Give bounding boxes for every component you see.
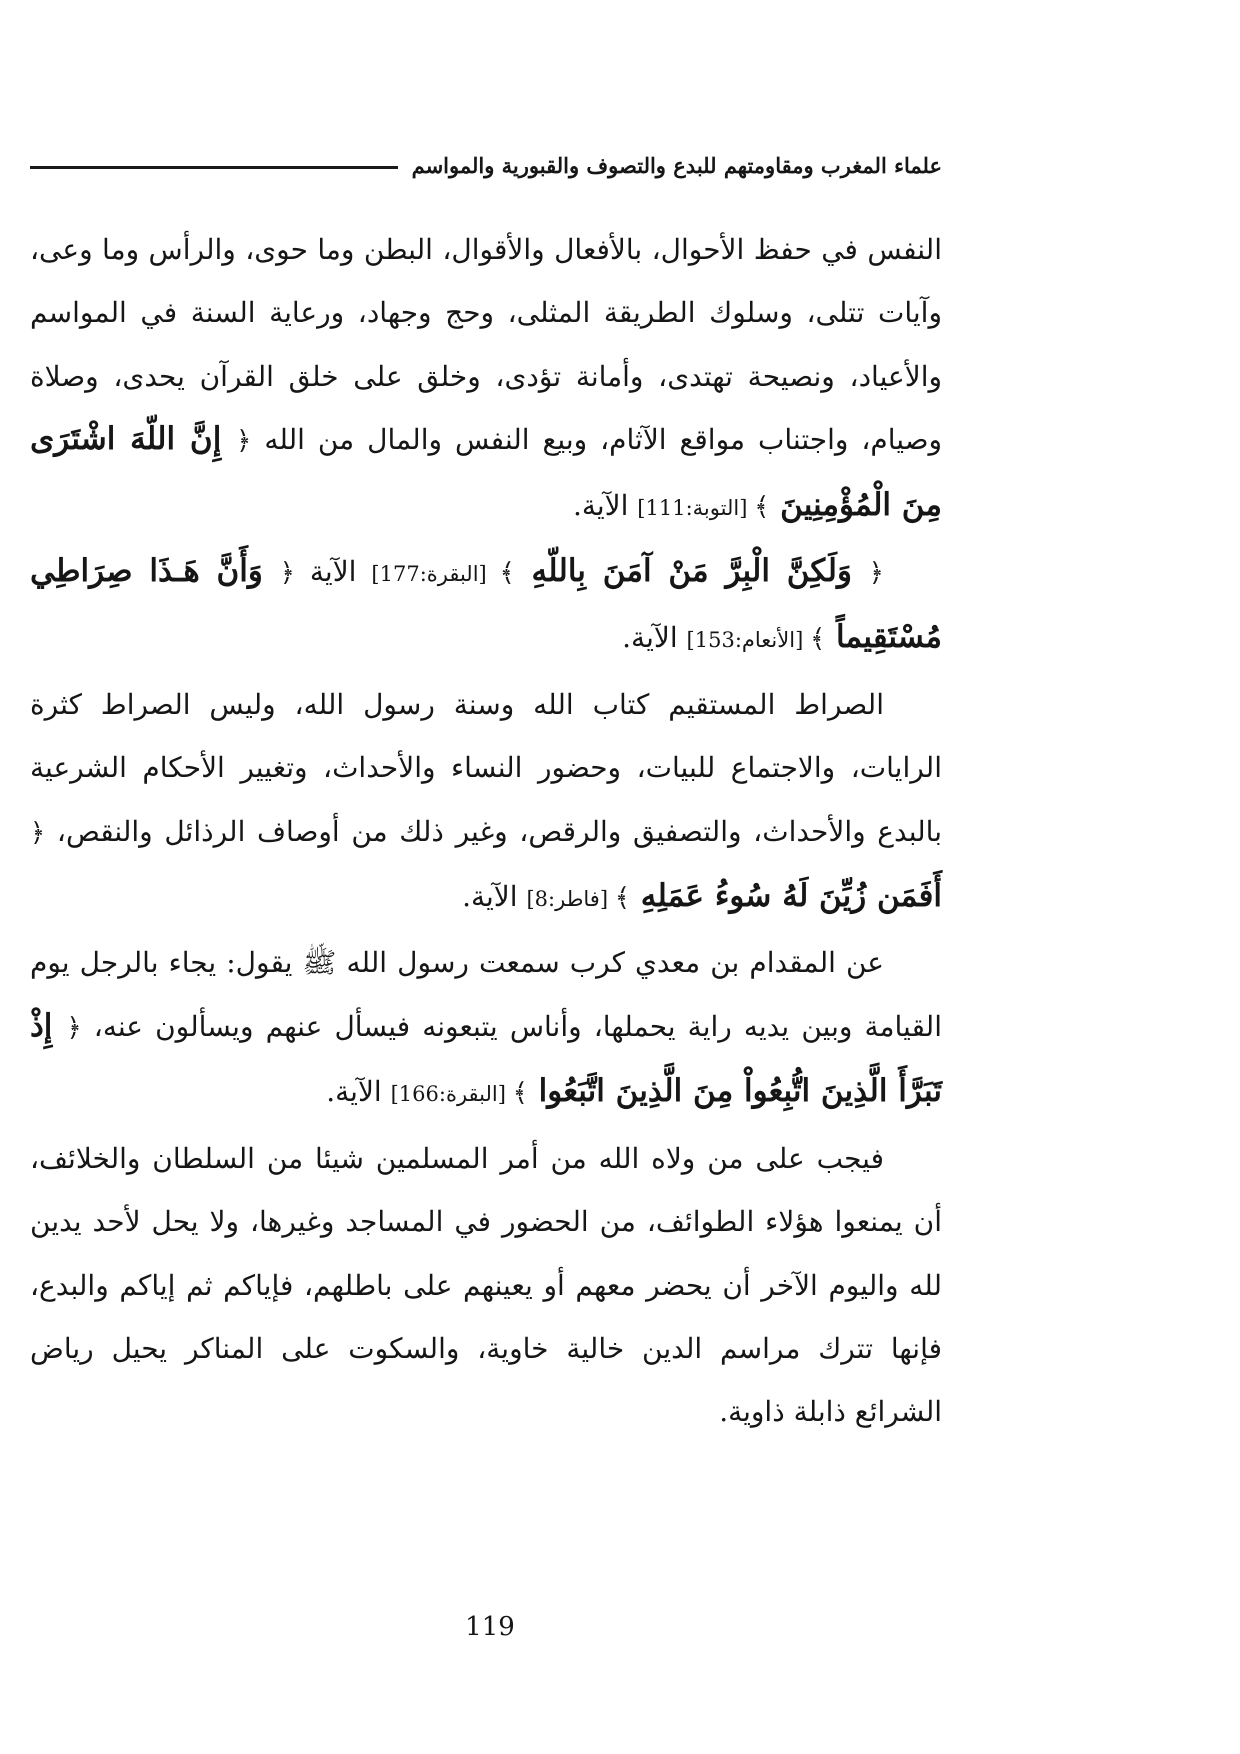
paragraph-1 bbox=[30, 218, 942, 540]
paragraph-2 bbox=[30, 540, 942, 673]
quran-open-bracket: ﴿ bbox=[30, 817, 46, 848]
quran-close-bracket: ﴾ bbox=[512, 1078, 528, 1109]
quran-quote-4: أَفَمَن زُيِّنَ لَهُ سُوءُ عَمَلِهِ bbox=[629, 878, 942, 915]
quran-open-bracket: ﴿ bbox=[279, 558, 295, 589]
paragraph-4 bbox=[30, 931, 942, 1126]
quran-close-bracket: ﴾ bbox=[754, 491, 770, 522]
quran-close-bracket: ﴾ bbox=[614, 883, 630, 914]
header-rule bbox=[30, 166, 398, 169]
header-title: علماء المغرب ومقاومتهم للبدع والتصوف والقبورية والمواسم bbox=[411, 152, 942, 178]
quran-close-bracket: ﴾ bbox=[499, 558, 515, 589]
paragraph-3-text: الصراط المستقيم كتاب الله وسنة رسول الله، وليس الصراط كثرة الرايات، والاجتماع للبيات، وحضور النساء والأحداث، وتغيير الأحكام الشرعية بالبدع والأحداث، والتصفيق والرقص، وغير ذلك من أوصاف الرذائل والنقص، bbox=[30, 687, 942, 848]
paragraph-5-text: فيجب على من ولاه الله من أمر المسلمين شيئا من السلطان والخلائف، أن يمنعوا هؤلاء الطوائف، من الحضور في المساجد وغيرها، ولا يحل لأحد يدين لله واليوم الآخر أن يحضر معهم أو يعينهم على باطلهم، فإياكم ثم إياكم والبدع، فإنها تترك مراسم الدين خالية خاوية، والسكوت على المناكر يحيل رياض الشرائع ذابلة ذاوية. bbox=[30, 1141, 943, 1429]
quran-close-bracket: ﴾ bbox=[809, 624, 826, 655]
quran-quote-5: إِذْ تَبَرَّأَ الَّذِينَ اتُّبِعُواْ مِنَ الَّذِينَ اتَّبَعُوا bbox=[30, 1007, 942, 1110]
paragraph-2-mid: الآية bbox=[294, 555, 372, 589]
quran-open-bracket: ﴿ bbox=[66, 1012, 82, 1043]
paragraph-3-tail: الآية. bbox=[462, 880, 527, 914]
verse-reference-1: [التوبة:111] bbox=[637, 495, 755, 520]
page-number: 119 bbox=[465, 1612, 515, 1642]
quran-open-bracket: ﴿ bbox=[868, 558, 885, 589]
quran-quote-2: وَلَكِنَّ الْبِرَّ مَنْ آمَنَ بِاللّهِ bbox=[514, 553, 869, 590]
paragraph-1-tail: الآية. bbox=[572, 488, 638, 522]
paragraph-1-text: النفس في حفظ الأحوال، بالأفعال والأقوال، البطن وما حوى، والرأس وما وعى، وآيات تتلى، وسلوك الطريقة المثلى، وحج وجهاد، ورعاية السنة في المواسم والأعياد، ونصيحة تهتدى، وأمانة تؤدى، وخلق على خلق القرآن يحدى، وصلاة وصيام، واجتناب مواقع الآثام، وبيع النفس والمال من الله bbox=[30, 233, 942, 457]
paragraph-3 bbox=[30, 673, 942, 932]
paragraph-4-tail: الآية. bbox=[326, 1075, 391, 1109]
verse-reference-3: [الأنعام:153] bbox=[686, 628, 810, 653]
verse-reference-5: [البقرة:166] bbox=[390, 1082, 513, 1107]
body-text bbox=[30, 218, 942, 1444]
verse-reference-4: [فاطر:8] bbox=[526, 887, 615, 912]
verse-reference-2: [البقرة:177] bbox=[371, 562, 500, 587]
quran-quote-1: إِنَّ اللّهَ اشْتَرَى مِنَ الْمُؤْمِنِينَ bbox=[30, 421, 942, 523]
quran-quote-3: وَأَنَّ هَـذَا صِرَاطِي مُسْتَقِيماً bbox=[30, 553, 942, 656]
paragraph-4-text: عن المقدام بن معدي كرب سمعت رسول الله ﷺ يقول: يجاء بالرجل يوم القيامة وبين يديه راية يحملها، وأناس يتبعونه فيسأل عنهم ويسألون عنه، bbox=[30, 946, 942, 1043]
quran-open-bracket: ﴿ bbox=[236, 426, 252, 457]
paragraph-5 bbox=[30, 1127, 942, 1444]
paragraph-2-tail: الآية. bbox=[622, 621, 687, 655]
running-header bbox=[30, 145, 942, 185]
